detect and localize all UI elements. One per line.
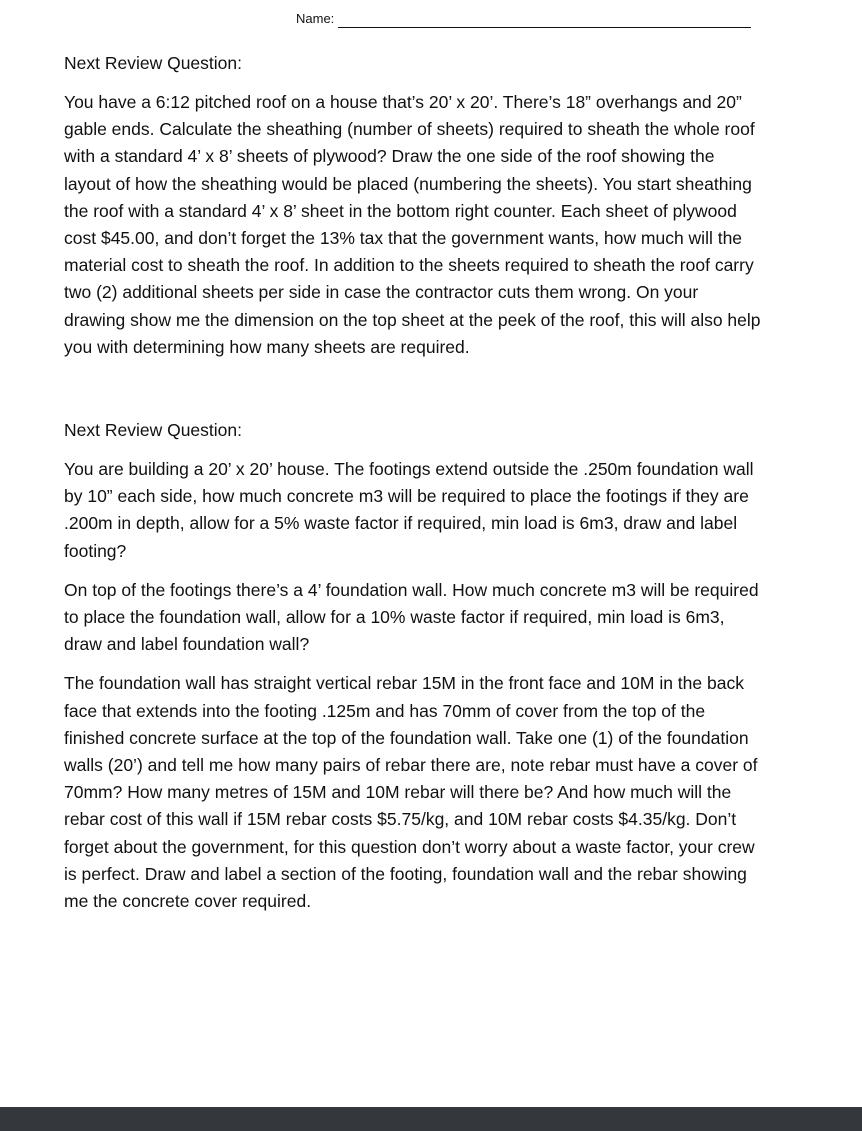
name-blank-line xyxy=(338,11,751,28)
section-spacer xyxy=(64,373,764,417)
question-heading: Next Review Question: xyxy=(64,420,242,441)
review-question-1 xyxy=(64,50,764,361)
foundation-wall-question: On top of the footings there’s a 4’ foundation wall. How much concrete m3 will be required to place the foundation wall, allow for a 10% waste factor if required, min load is 6m3, draw and label foundation wall? xyxy=(64,579,759,655)
footing-concrete-question: You are building a 20’ x 20’ house. The footings extend outside the .250m foundation wall by 10” each side, how much concrete m3 will be required to place the footings if they are .200m in depth, allow for a 5% waste factor if required, min load is 6m3, draw and label footing? xyxy=(64,459,754,561)
rebar-question: The foundation wall has straight vertical rebar 15M in the front face and 10M in the back face that extends into the footing .125m and has 70mm of cover from the top of the finished concrete surface at the top of the foundation wall. Take one (1) of the foundation walls (20’) and tell me how many pairs of rebar there are, note rebar must have a cover of 70mm? How many metres of 15M and 10M rebar will there be? And how much will the rebar cost of this wall if 15M rebar costs $5.75/kg, and 10M rebar costs $4.35/kg. Don’t forget about the government, for this question don’t worry about a waste factor, your crew is perfect. Draw and label a section of the footing, foundation wall and the rebar showing me the concrete cover required. xyxy=(64,673,758,912)
roof-sheathing-question: You have a 6:12 pitched roof on a house that’s 20’ x 20’. There’s 18” overhangs and 20” gable ends. Calculate the sheathing (number of sheets) required to sheath the whole roof with a standard 4’ x 8’ sheets of plywood? Draw the one side of the roof showing the layout of how the sheathing would be placed (numbering the sheets). You start sheathing the roof with a standard 4’ x 8’ sheet in the bottom right counter. Each sheet of plywood cost $45.00, and don’t forget the 13% tax that the government wants, how much will the material cost to sheath the roof. In addition to the sheets required to sheath the roof carry two (2) additional sheets per side in case the contractor cuts them wrong. On your drawing show me the dimension on the top sheet at the peek of the roof, this will also help you with determining how many sheets are required. xyxy=(64,92,761,357)
bottom-toolbar-bar xyxy=(0,1107,862,1131)
question-heading: Next Review Question: xyxy=(64,53,242,73)
review-question-2 xyxy=(64,417,764,915)
document-body xyxy=(64,50,764,927)
name-label: Name: xyxy=(296,11,335,26)
name-field xyxy=(296,10,751,28)
